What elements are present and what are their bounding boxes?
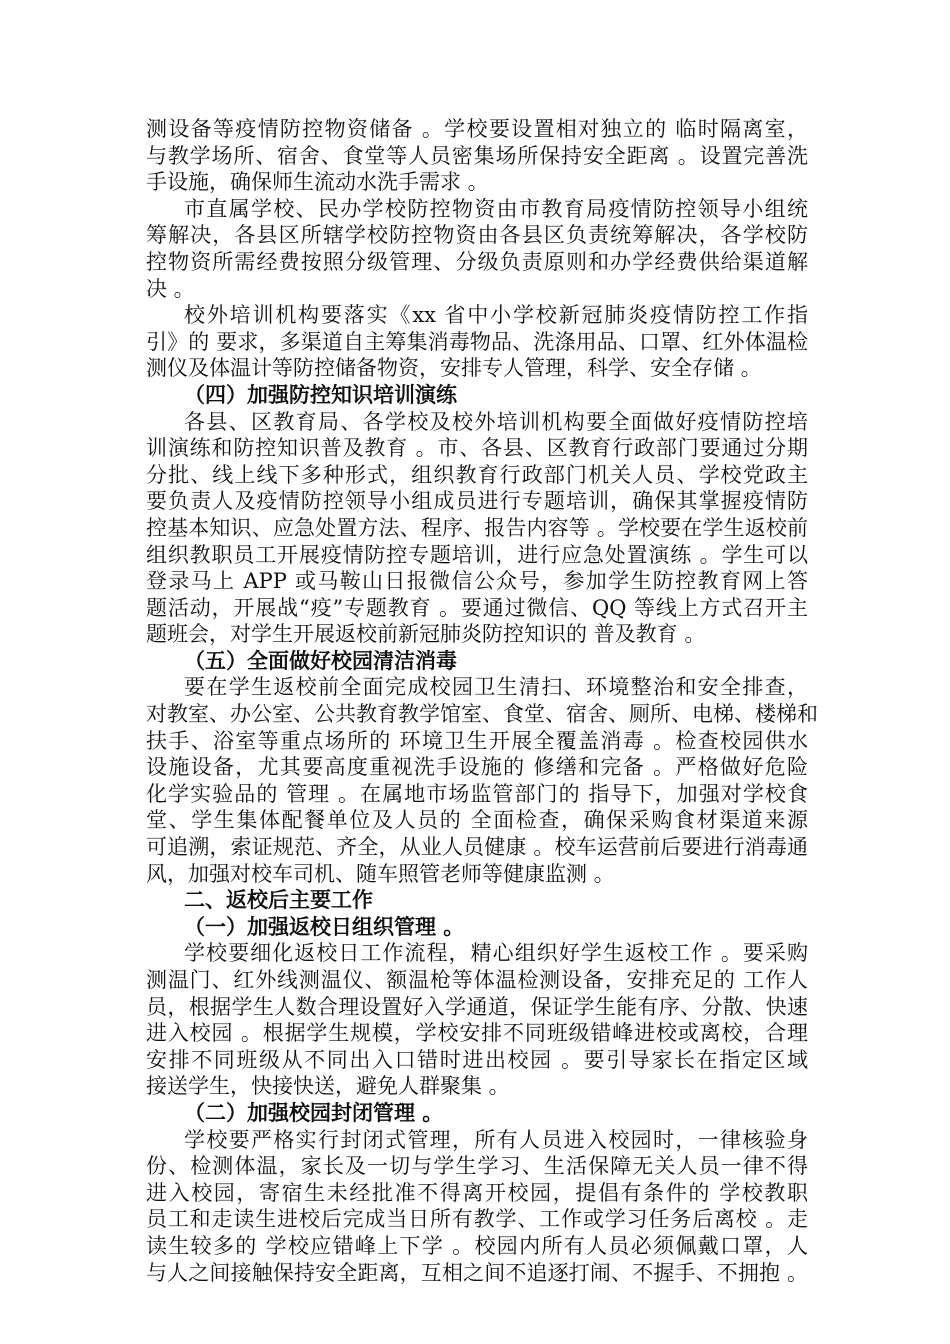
text-line: 安排不同班级从不同出入口错时进出校园 。要引导家长在指定区域 (146, 1047, 808, 1072)
text-line: 与教学场所、宿舍、食堂等人员密集场所保持安全距离 。设置完善洗 (146, 143, 808, 168)
text-line: 员，根据学生人数合理设置好入学通道，保证学生能有序、分散、快速 (146, 994, 808, 1019)
heading-text: （二）加强校园封闭管理 。 (184, 1099, 444, 1125)
text-line: 测设备等疫情防控物资储备 。学校要设置相对独立的 临时隔离室， (146, 117, 808, 141)
chapter-heading-2 (146, 887, 808, 914)
paragraph-p7 (146, 1127, 808, 1287)
text-line: 学校要严格实行封闭式管理，所有人员进入校园时，一律核验身 (184, 1127, 808, 1152)
text-line: 校外培训机构要落实《xx 省中小学校新冠肺炎疫情防控工作指 (184, 303, 808, 328)
text-line: 题班会，对学生开展返校前新冠肺炎防控知识的 普及教育 。 (146, 622, 706, 647)
heading-text: （四）加强防控知识培训演练 (184, 381, 457, 407)
paragraph-p1 (146, 116, 808, 196)
text-line: 与人之间接触保持安全距离，互相之间不追逐打闹、不握手、不拥抱 。 (146, 1260, 808, 1285)
text-line: 要在学生返校前全面完成校园卫生清扫、环境整治和安全排查， (184, 675, 808, 700)
text-line: 堂、学生集体配餐单位及人员的 全面检查，确保采购食材渠道来源 (146, 808, 808, 833)
paragraph-p3 (146, 302, 808, 382)
text-line: 学校要细化返校日工作流程，精心组织好学生返校工作 。要采购 (184, 941, 808, 966)
text-line: 手设施，确保师生流动水洗手需求 。 (146, 170, 489, 195)
text-line: 可追溯，索证规范、齐全，从业人员健康 。校车运营前后要进行消毒通 (146, 835, 808, 860)
text-line: 读生较多的 学校应错峰上下学 。校园内所有人员必须佩戴口罩，人 (146, 1233, 808, 1258)
section-heading-1 (146, 914, 808, 941)
text-line: 分批、线上线下多种形式，组织教育行政部门机关人员、学校党政主 (146, 462, 808, 487)
paragraph-p4 (146, 409, 808, 648)
text-line: 控基本知识、应急处置方法、程序、报告内容等 。学校要在学生返校前 (146, 515, 808, 540)
text-line: 化学实验品的 管理 。在属地市场监管部门的 指导下，加强对学校食 (146, 781, 808, 806)
text-line: 训演练和防控知识普及教育 。市、各县、区教育行政部门要通过分期 (146, 436, 808, 461)
text-line: 登录马上 APP 或马鞍山日报微信公众号，参加学生防控教育网上答 (146, 569, 808, 594)
text-line: 对教室、办公室、公共教育教学馆室、食堂、宿舍、厕所、电梯、楼梯和 (146, 702, 818, 727)
text-line: 测仪及体温计等防控储备物资，安排专人管理，科学、安全存储 。 (146, 356, 762, 381)
text-line: 各县、区教育局、各学校及校外培训机构要全面做好疫情防控培 (184, 409, 808, 434)
section-heading-4 (146, 382, 808, 409)
text-line: 决 。 (146, 276, 195, 301)
text-line: 要负责人及疫情防控领导小组成员进行专题培训，确保其掌握疫情防 (146, 489, 808, 514)
text-line: 扶手、浴室等重点场所的 环境卫生开展全覆盖消毒 。检查校园供水 (146, 728, 808, 753)
paragraph-p2 (146, 196, 808, 302)
text-line: 筹解决，各县区所辖学校防控物资由各县区负责统筹解决，各学校防 (146, 223, 808, 248)
text-line: 题活动，开展战“疫”专题教育 。要通过微信、QQ 等线上方式召开主 (146, 595, 808, 620)
section-heading-2 (146, 1100, 808, 1127)
text-line: 控物资所需经费按照分级管理、分级负责原则和办学经费供给渠道解 (146, 249, 808, 274)
section-heading-5 (146, 648, 808, 675)
heading-text: （一）加强返校日组织管理 。 (184, 913, 465, 939)
text-line: 风，加强对校车司机、随车照管老师等健康监测 。 (146, 861, 615, 886)
paragraph-p6 (146, 940, 808, 1100)
heading-text: 二、返校后主要工作 (184, 887, 373, 913)
paragraph-p5 (146, 674, 818, 887)
text-line: 设施设备，尤其要高度重视洗手设施的 修缮和完备 。严格做好危险 (146, 755, 808, 780)
text-line: 引》的 要求，多渠道自主筹集消毒物品、洗涤用品、口罩、红外体温检 (146, 329, 808, 354)
text-line: 员工和走读生进校后完成当日所有教学、工作或学习任务后离校 。走 (146, 1207, 808, 1232)
text-line: 接送学生，快接快送，避免人群聚集 。 (146, 1074, 510, 1099)
heading-text: （五）全面做好校园清洁消毒 (184, 647, 457, 673)
text-line: 进入校园，寄宿生未经批准不得离开校园，提倡有条件的 学校教职 (146, 1180, 808, 1205)
text-line: 进入校园 。根据学生规模，学校安排不同班级错峰进校或离校，合理 (146, 1021, 808, 1046)
document-page (146, 116, 818, 1286)
text-line: 组织教职员工开展疫情防控专题培训，进行应急处置演练 。学生可以 (146, 542, 808, 567)
text-line: 测温门、红外线测温仪、额温枪等体温检测设备，安排充足的 工作人 (146, 968, 808, 992)
text-line: 份、检测体温，家长及一切与学生学习、生活保障无关人员一律不得 (146, 1154, 808, 1179)
text-line: 市直属学校、民办学校防控物资由市教育局疫情防控领导小组统 (184, 196, 808, 221)
